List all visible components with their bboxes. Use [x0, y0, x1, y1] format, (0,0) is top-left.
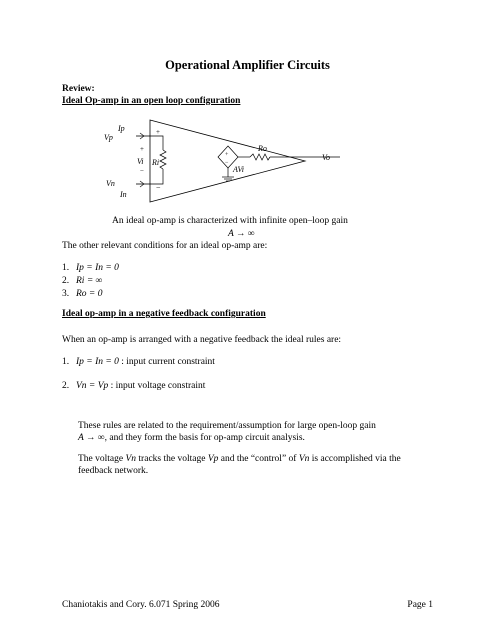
review-label: Review: [62, 84, 95, 94]
page-title: Operational Amplifier Circuits [165, 58, 330, 72]
nf-intro: When an op-amp is arranged with a negative feedback the ideal rules are: [62, 335, 342, 345]
footer-left: Chaniotakis and Cory. 6.071 Spring 2006 [62, 600, 220, 610]
section-heading-open-loop: Ideal Op-amp in an open loop configuration [62, 96, 241, 106]
svg-text:+: + [156, 128, 160, 136]
label-ip: Ip [118, 124, 125, 133]
ri-resistor [160, 150, 166, 169]
label-ri: Ri [152, 158, 160, 167]
para2-line2: feedback network. [78, 466, 149, 476]
gain-sentence: An ideal op-amp is characterized with infinite open–loop gain [112, 216, 348, 226]
section-heading-negative-feedback: Ideal op-amp in a negative feedback configuration [62, 309, 266, 319]
para2-line1: The voltage Vn tracks the voltage Vp and the “control” of Vn is accomplished via the [78, 454, 401, 464]
label-in: In [120, 190, 127, 199]
label-vi: Vi [137, 157, 144, 166]
svg-text:+: + [140, 145, 144, 153]
para1-line2: A → ∞, and they form the basis for op-amp circuit analysis. [78, 433, 305, 443]
condition-2: 2. Ri = ∞ [62, 276, 103, 286]
para1-line1: These rules are related to the requirement/assumption for large open-loop gain [78, 421, 376, 431]
opamp-schematic [100, 110, 370, 210]
svg-text:−: − [140, 167, 144, 175]
svg-text:+: + [225, 152, 229, 158]
gain-formula: A → ∞ [228, 229, 255, 239]
rule-1: 1. Ip = In = 0 : input current constraint [62, 357, 215, 367]
label-ro: Ro [258, 144, 267, 153]
svg-text:−: − [225, 160, 229, 166]
label-avi: AVi [233, 165, 245, 174]
other-conditions: The other relevant conditions for an ideal op-amp are: [62, 241, 268, 251]
condition-1: 1. Ip = In = 0 [62, 263, 119, 273]
condition-3: 3. Ro = 0 [62, 289, 103, 299]
label-vo: Vo [322, 153, 330, 162]
rule-2: 2. Vn = Vp : input voltage constraint [62, 381, 206, 391]
svg-text:−: − [156, 183, 161, 192]
ro-resistor [250, 154, 270, 160]
label-vp: Vp [104, 133, 113, 142]
footer-page-number: Page 1 [407, 600, 433, 610]
label-vn: Vn [106, 179, 115, 188]
